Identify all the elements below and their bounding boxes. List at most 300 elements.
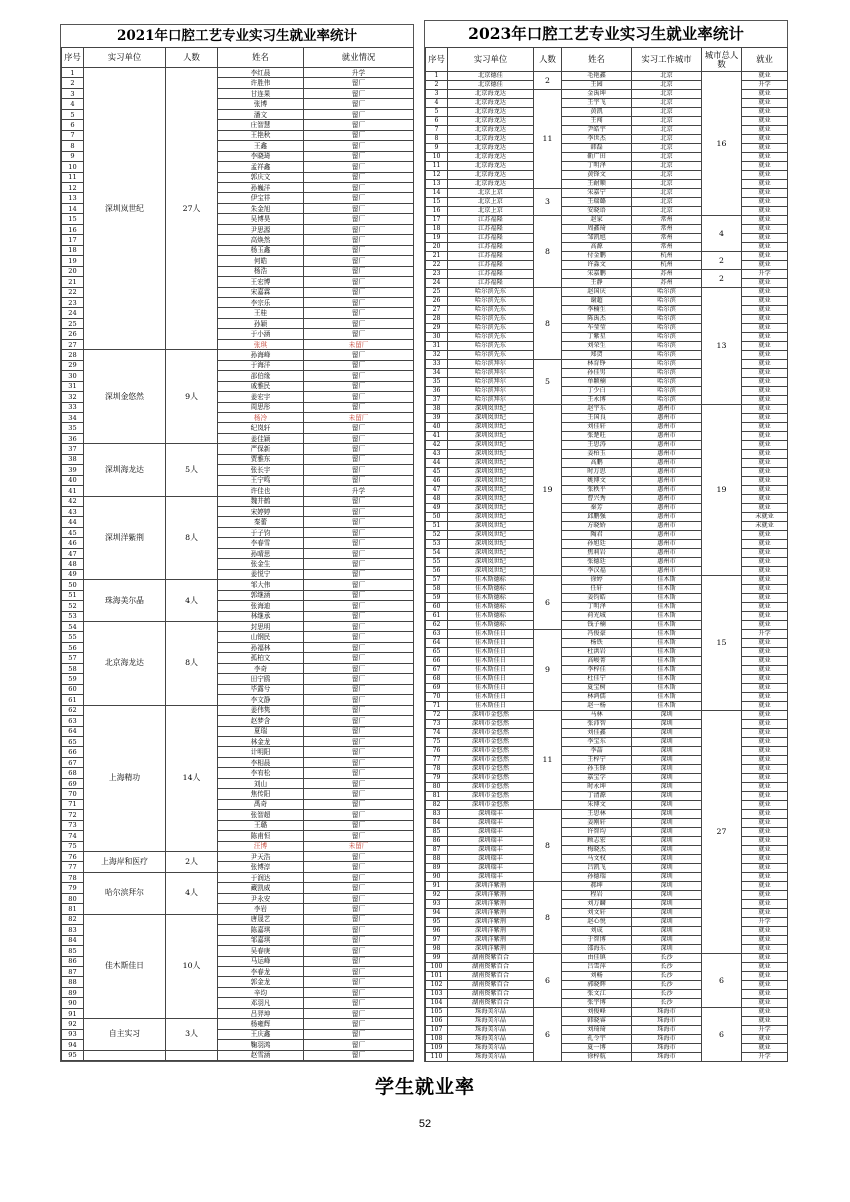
unit-cell: 江苏福隆 xyxy=(448,270,534,279)
city-cell: 常州 xyxy=(632,243,702,252)
unit-cell: 深圳市金悠然 xyxy=(448,711,534,720)
unit-cell: 哈尔滨拜尔 xyxy=(448,387,534,396)
student-name: 王耐顺 xyxy=(562,180,632,189)
row-number: 76 xyxy=(62,851,84,861)
table-row xyxy=(62,914,414,924)
row-number: 35 xyxy=(62,423,84,433)
unit-cell: 江苏福隆 xyxy=(448,243,534,252)
city-total-cell: 6 xyxy=(702,954,742,1008)
student-name: 赵宇东 xyxy=(562,405,632,414)
row-number: 26 xyxy=(62,329,84,339)
row-number: 19 xyxy=(426,234,448,243)
row-number: 27 xyxy=(426,306,448,315)
city-cell: 珠海市 xyxy=(632,1035,702,1044)
city-cell: 长沙 xyxy=(632,954,702,963)
unit-cell: 深圳岚世纪 xyxy=(448,486,534,495)
student-name: 李晓琦 xyxy=(218,151,304,161)
employment-cell: 就业 xyxy=(742,927,788,936)
row-number: 42 xyxy=(426,441,448,450)
city-cell: 北京 xyxy=(632,99,702,108)
student-name: 高峻菁 xyxy=(562,657,632,666)
city-cell: 北京 xyxy=(632,117,702,126)
unit-cell: 深圳洋紫荆 xyxy=(448,927,534,936)
city-cell: 深圳 xyxy=(632,774,702,783)
row-number: 48 xyxy=(426,495,448,504)
page-number: 52 xyxy=(418,1118,432,1130)
row-number: 7 xyxy=(426,126,448,135)
row-number: 38 xyxy=(426,405,448,414)
employment-cell: 就业 xyxy=(742,792,788,801)
row-number: 2 xyxy=(62,78,84,88)
city-cell: 深圳 xyxy=(632,738,702,747)
student-name: 李奇 xyxy=(218,663,304,673)
city-total-cell: 27 xyxy=(702,711,742,954)
status-cell: 留厂 xyxy=(304,580,414,590)
city-cell: 佳木斯 xyxy=(632,612,702,621)
student-name: 孙福林 xyxy=(218,642,304,652)
status-cell: 留厂 xyxy=(304,946,414,956)
status-cell: 留厂 xyxy=(304,454,414,464)
unit-cell: 佳木斯德标 xyxy=(448,612,534,621)
employment-cell: 就业 xyxy=(742,684,788,693)
row-number: 62 xyxy=(62,705,84,715)
unit-cell: 珠海美尔晶 xyxy=(448,1008,534,1017)
row-number: 99 xyxy=(426,954,448,963)
city-cell: 哈尔滨 xyxy=(632,342,702,351)
city-cell: 常州 xyxy=(632,225,702,234)
student-name: 金禹坤 xyxy=(562,90,632,99)
row-number: 24 xyxy=(426,279,448,288)
student-name: 车莹莹 xyxy=(562,324,632,333)
employment-cell: 升学 xyxy=(742,918,788,927)
student-name: 李世杰 xyxy=(562,135,632,144)
employment-cell: 就业 xyxy=(742,693,788,702)
status-cell: 留厂 xyxy=(304,966,414,976)
row-number: 61 xyxy=(62,695,84,705)
student-name: 姜柏玉 xyxy=(562,450,632,459)
unit-cell: 深圳岚世纪 xyxy=(448,540,534,549)
row-number: 31 xyxy=(62,381,84,391)
column-header: 人数 xyxy=(166,48,218,68)
status-cell: 留厂 xyxy=(304,998,414,1008)
count-cell: 9人 xyxy=(166,350,218,444)
unit-cell: 珠海美尔晶 xyxy=(448,1053,534,1062)
student-name: 孤柏文 xyxy=(218,653,304,663)
unit-cell: 深圳岚世纪 xyxy=(448,441,534,450)
status-cell: 留厂 xyxy=(304,1050,414,1060)
student-name: 徐梓航 xyxy=(562,1053,632,1062)
employment-cell: 就业 xyxy=(742,360,788,369)
row-number: 28 xyxy=(426,315,448,324)
row-number: 5 xyxy=(426,108,448,117)
city-cell: 深圳 xyxy=(632,864,702,873)
status-cell: 留厂 xyxy=(304,956,414,966)
employment-cell: 就业 xyxy=(742,99,788,108)
table-row xyxy=(426,72,788,81)
unit-cell: 北京海龙达 xyxy=(448,126,534,135)
status-cell: 留厂 xyxy=(304,747,414,757)
employment-cell: 就业 xyxy=(742,180,788,189)
unit-cell: 湖南资紫百合 xyxy=(448,999,534,1008)
row-number: 72 xyxy=(426,711,448,720)
status-cell: 留厂 xyxy=(304,1040,414,1050)
status-cell: 留厂 xyxy=(304,193,414,203)
student-name: 尹天浩 xyxy=(218,851,304,861)
employment-cell: 就业 xyxy=(742,369,788,378)
row-number: 32 xyxy=(426,351,448,360)
row-number: 48 xyxy=(62,559,84,569)
student-name: 赵心悦 xyxy=(562,918,632,927)
row-number: 39 xyxy=(62,465,84,475)
city-cell: 北京 xyxy=(632,198,702,207)
table-row xyxy=(62,1019,414,1029)
student-name: 毛艳鑫 xyxy=(562,72,632,81)
employment-cell: 就业 xyxy=(742,702,788,711)
row-number: 33 xyxy=(426,360,448,369)
employment-cell: 就业 xyxy=(742,1044,788,1053)
unit-cell: 湖南资紫百合 xyxy=(448,990,534,999)
student-name: 赵家 xyxy=(562,216,632,225)
status-cell: 留厂 xyxy=(304,266,414,276)
student-name: 王宏博 xyxy=(218,277,304,287)
city-cell: 哈尔滨 xyxy=(632,396,702,405)
student-name: 单颖楠 xyxy=(562,378,632,387)
employment-cell: 升学 xyxy=(742,630,788,639)
student-name: 程岩 xyxy=(562,891,632,900)
unit-cell: 佳木斯德标 xyxy=(448,576,534,585)
table-row xyxy=(426,270,788,279)
student-name: 张德廷 xyxy=(562,558,632,567)
city-cell: 哈尔滨 xyxy=(632,369,702,378)
status-cell: 留厂 xyxy=(304,674,414,684)
employment-cell: 就业 xyxy=(742,657,788,666)
student-name: 潘文 xyxy=(218,109,304,119)
unit-cell: 深圳瑞丰 xyxy=(448,828,534,837)
city-cell: 佳木斯 xyxy=(632,639,702,648)
row-number: 25 xyxy=(62,318,84,328)
employment-cell: 就业 xyxy=(742,396,788,405)
row-number: 23 xyxy=(62,297,84,307)
status-cell: 留厂 xyxy=(304,99,414,109)
unit-cell: 哈尔滨拜尔 xyxy=(448,378,534,387)
student-name: 周鑫琦 xyxy=(562,225,632,234)
status-cell: 留厂 xyxy=(304,737,414,747)
student-name: 杜佳宁 xyxy=(562,675,632,684)
status-cell: 留厂 xyxy=(304,371,414,381)
student-name: 孟祥鑫 xyxy=(218,162,304,172)
student-name: 李文静 xyxy=(218,695,304,705)
unit-cell: 北京海龙达 xyxy=(448,90,534,99)
student-name: 李红晨 xyxy=(218,68,304,78)
count-cell: 11 xyxy=(534,711,562,810)
row-number: 75 xyxy=(62,841,84,851)
row-number: 80 xyxy=(62,893,84,903)
row-number: 57 xyxy=(426,576,448,585)
count-cell: 8人 xyxy=(166,496,218,580)
unit-cell: 江苏福隆 xyxy=(448,216,534,225)
student-name: 杨雍辉 xyxy=(218,1019,304,1029)
employment-cell: 就业 xyxy=(742,378,788,387)
employment-cell: 就业 xyxy=(742,144,788,153)
status-cell: 留厂 xyxy=(304,799,414,809)
employment-cell: 就业 xyxy=(742,342,788,351)
city-cell: 佳木斯 xyxy=(632,675,702,684)
city-cell: 哈尔滨 xyxy=(632,333,702,342)
employment-cell: 就业 xyxy=(742,675,788,684)
unit-cell: 珠海美尔晶 xyxy=(84,580,166,622)
employment-cell: 就业 xyxy=(742,999,788,1008)
status-cell: 留厂 xyxy=(304,297,414,307)
city-cell: 深圳 xyxy=(632,909,702,918)
student-name: 杨铁 xyxy=(562,639,632,648)
city-cell: 深圳 xyxy=(632,828,702,837)
column-header: 姓名 xyxy=(218,48,304,68)
student-name: 尹永安 xyxy=(218,893,304,903)
student-name: 陈禹杰 xyxy=(562,315,632,324)
employment-cell: 就业 xyxy=(742,324,788,333)
city-cell: 深圳 xyxy=(632,873,702,882)
student-name: 刘成 xyxy=(562,927,632,936)
status-cell: 留厂 xyxy=(304,172,414,182)
row-number: 79 xyxy=(62,883,84,893)
row-number: 56 xyxy=(62,642,84,652)
employment-cell: 就业 xyxy=(742,432,788,441)
student-name: 尹皓宇 xyxy=(562,126,632,135)
employment-cell: 就业 xyxy=(742,234,788,243)
row-number: 55 xyxy=(62,632,84,642)
employment-cell: 就业 xyxy=(742,297,788,306)
student-name: 孙巍洋 xyxy=(218,182,304,192)
student-name: 张琪 xyxy=(218,339,304,349)
row-number: 107 xyxy=(426,1026,448,1035)
row-number: 46 xyxy=(426,477,448,486)
employment-cell: 就业 xyxy=(742,135,788,144)
city-cell: 惠州市 xyxy=(632,513,702,522)
count-cell: 5 xyxy=(534,360,562,405)
student-name: 刘荣生 xyxy=(562,342,632,351)
student-name: 刘俊峰 xyxy=(562,1008,632,1017)
employment-cell: 就业 xyxy=(742,900,788,909)
status-cell: 未留厂 xyxy=(304,412,414,422)
unit-cell: 深圳岚世纪 xyxy=(448,513,534,522)
student-name: 王思林 xyxy=(562,810,632,819)
unit-cell: 珠海美尔晶 xyxy=(448,1035,534,1044)
student-name: 嘉宝学 xyxy=(562,774,632,783)
employment-cell: 就业 xyxy=(742,486,788,495)
table-row xyxy=(426,711,788,720)
row-number: 65 xyxy=(62,737,84,747)
table-row xyxy=(426,576,788,585)
row-number: 81 xyxy=(426,792,448,801)
student-name: 藏凯威 xyxy=(218,883,304,893)
employment-cell: 就业 xyxy=(742,351,788,360)
city-cell: 珠海市 xyxy=(632,1053,702,1062)
figure-caption: 学生就业率 xyxy=(374,1077,475,1098)
city-cell: 惠州市 xyxy=(632,549,702,558)
city-cell: 北京 xyxy=(632,81,702,90)
city-cell: 佳木斯 xyxy=(632,693,702,702)
table-row xyxy=(62,444,414,454)
city-cell: 深圳 xyxy=(632,855,702,864)
unit-cell: 北京海龙达 xyxy=(448,99,534,108)
status-cell: 升学 xyxy=(304,68,414,78)
city-cell: 深圳 xyxy=(632,819,702,828)
status-cell: 留厂 xyxy=(304,705,414,715)
count-cell xyxy=(166,1050,218,1060)
student-name: 王闯 xyxy=(562,117,632,126)
row-number: 86 xyxy=(62,956,84,966)
unit-cell: 北京德佳 xyxy=(448,72,534,81)
row-number: 55 xyxy=(426,558,448,567)
row-number: 69 xyxy=(426,684,448,693)
unit-cell: 深圳岚世纪 xyxy=(448,450,534,459)
city-cell: 哈尔滨 xyxy=(632,288,702,297)
status-cell: 留厂 xyxy=(304,527,414,537)
row-number: 10 xyxy=(426,153,448,162)
city-total-cell: 19 xyxy=(702,405,742,576)
unit-cell: 自主实习 xyxy=(84,1019,166,1050)
employment-cell: 就业 xyxy=(742,567,788,576)
employment-cell: 就业 xyxy=(742,225,788,234)
unit-cell: 北京海龙达 xyxy=(448,144,534,153)
row-number: 8 xyxy=(426,135,448,144)
count-cell: 8 xyxy=(534,216,562,288)
unit-cell: 深圳岚世纪 xyxy=(448,531,534,540)
student-name: 李喆 xyxy=(562,747,632,756)
employment-cell: 就业 xyxy=(742,531,788,540)
student-name: 于润达 xyxy=(218,872,304,882)
employment-cell: 就业 xyxy=(742,1035,788,1044)
employment-cell: 就业 xyxy=(742,828,788,837)
employment-cell: 就业 xyxy=(742,441,788,450)
row-number: 94 xyxy=(62,1040,84,1050)
city-cell: 惠州市 xyxy=(632,441,702,450)
city-cell: 北京 xyxy=(632,72,702,81)
status-cell: 未留厂 xyxy=(304,841,414,851)
student-name: 由佳镇 xyxy=(562,954,632,963)
count-cell: 19 xyxy=(534,405,562,576)
student-name: 夏一博 xyxy=(562,1044,632,1053)
row-number: 104 xyxy=(426,999,448,1008)
unit-cell: 上海精功 xyxy=(84,705,166,851)
city-cell: 北京 xyxy=(632,126,702,135)
status-cell: 留厂 xyxy=(304,277,414,287)
employment-cell: 就业 xyxy=(742,891,788,900)
student-name: 张沛智 xyxy=(562,720,632,729)
city-cell: 杭州 xyxy=(632,261,702,270)
status-cell: 留厂 xyxy=(304,141,414,151)
student-name: 王璐 xyxy=(218,820,304,830)
status-cell: 留厂 xyxy=(304,444,414,454)
status-cell: 留厂 xyxy=(304,622,414,632)
student-name: 张博 xyxy=(218,99,304,109)
row-number: 21 xyxy=(426,252,448,261)
student-name: 张金生 xyxy=(218,559,304,569)
status-cell: 留厂 xyxy=(304,88,414,98)
unit-cell: 哈尔滨先东 xyxy=(448,288,534,297)
table-2021-title: 2021年口腔工艺专业实习生就业率统计 xyxy=(116,28,358,44)
city-cell: 佳木斯 xyxy=(632,666,702,675)
row-number: 15 xyxy=(426,198,448,207)
city-cell: 惠州市 xyxy=(632,567,702,576)
row-number: 1 xyxy=(426,72,448,81)
employment-cell: 就业 xyxy=(742,450,788,459)
table-row xyxy=(426,216,788,225)
row-number: 63 xyxy=(62,716,84,726)
unit-cell: 深圳岚世纪 xyxy=(448,414,534,423)
city-cell: 北京 xyxy=(632,135,702,144)
status-cell: 留厂 xyxy=(304,245,414,255)
status-cell: 留厂 xyxy=(304,883,414,893)
unit-cell: 江苏福隆 xyxy=(448,225,534,234)
unit-cell: 深圳洋紫荆 xyxy=(448,918,534,927)
city-cell: 深圳 xyxy=(632,882,702,891)
unit-cell: 深圳岚世纪 xyxy=(448,558,534,567)
count-cell: 2人 xyxy=(166,851,218,872)
status-cell: 留厂 xyxy=(304,862,414,872)
employment-cell: 就业 xyxy=(742,189,788,198)
unit-cell: 北京海龙达 xyxy=(84,622,166,706)
employment-cell: 就业 xyxy=(742,621,788,630)
row-number: 91 xyxy=(426,882,448,891)
status-cell: 留厂 xyxy=(304,538,414,548)
count-cell: 4人 xyxy=(166,872,218,914)
city-cell: 长沙 xyxy=(632,981,702,990)
city-cell: 惠州市 xyxy=(632,522,702,531)
city-cell: 北京 xyxy=(632,180,702,189)
row-number: 105 xyxy=(426,1008,448,1017)
student-name: 孙玉锋 xyxy=(562,765,632,774)
student-name: 秦蕾 xyxy=(218,517,304,527)
row-number: 73 xyxy=(426,720,448,729)
student-name: 毕露兮 xyxy=(218,684,304,694)
column-header: 实习单位 xyxy=(84,48,166,68)
row-number: 87 xyxy=(426,846,448,855)
employment-cell: 就业 xyxy=(742,459,788,468)
row-number: 90 xyxy=(62,998,84,1008)
unit-cell: 哈尔滨先东 xyxy=(448,297,534,306)
row-number: 39 xyxy=(426,414,448,423)
table-row xyxy=(426,405,788,414)
city-cell: 佳木斯 xyxy=(632,621,702,630)
status-cell: 留厂 xyxy=(304,548,414,558)
student-name: 马文权 xyxy=(562,855,632,864)
status-cell: 留厂 xyxy=(304,308,414,318)
status-cell: 留厂 xyxy=(304,224,414,234)
row-number: 43 xyxy=(426,450,448,459)
unit-cell: 深圳洋紫荆 xyxy=(448,936,534,945)
unit-cell: 深圳岚世纪 xyxy=(448,477,534,486)
row-number: 100 xyxy=(426,963,448,972)
status-cell: 留厂 xyxy=(304,130,414,140)
count-cell: 11 xyxy=(534,90,562,189)
employment-cell: 就业 xyxy=(742,954,788,963)
count-cell: 8 xyxy=(534,810,562,882)
unit-cell: 深圳市金悠然 xyxy=(448,801,534,810)
student-name: 王园 xyxy=(562,81,632,90)
student-name: 李梓佳 xyxy=(562,666,632,675)
student-name: 荷光城 xyxy=(562,612,632,621)
student-name: 朱金旭 xyxy=(218,203,304,213)
student-name: 王宇飞 xyxy=(562,99,632,108)
status-cell: 留厂 xyxy=(304,329,414,339)
student-name: 姜佳颖 xyxy=(218,433,304,443)
student-name: 纪岚轩 xyxy=(218,423,304,433)
row-number: 88 xyxy=(62,977,84,987)
unit-cell: 佳木斯佳日 xyxy=(448,675,534,684)
row-number: 16 xyxy=(62,224,84,234)
row-number: 103 xyxy=(426,990,448,999)
